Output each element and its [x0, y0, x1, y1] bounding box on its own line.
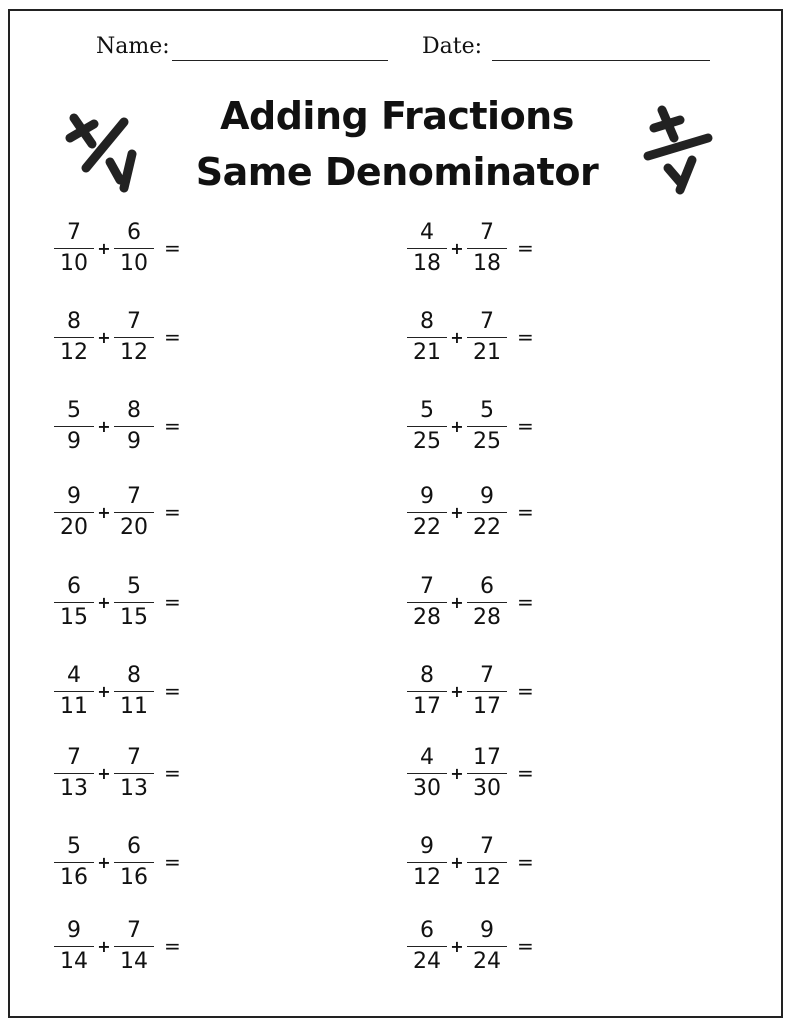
- numerator: 9: [420, 483, 434, 509]
- plus-sign: +: [97, 592, 111, 612]
- worksheet-title-line-1: Adding Fractions: [220, 94, 574, 138]
- fraction-bar: [467, 691, 507, 692]
- denominator: 12: [60, 339, 88, 365]
- denominator: 11: [60, 693, 88, 719]
- plus-sign: +: [97, 238, 111, 258]
- fraction-problem: [52, 660, 181, 722]
- fraction-a: [405, 918, 449, 975]
- numerator: 7: [67, 219, 81, 245]
- numerator: 7: [480, 219, 494, 245]
- fraction-bar: [114, 512, 154, 513]
- denominator: 21: [413, 339, 441, 365]
- numerator: 5: [67, 397, 81, 423]
- numerator: 6: [127, 219, 141, 245]
- denominator: 16: [60, 864, 88, 890]
- equals-sign: =: [164, 236, 181, 260]
- plus-sign: +: [450, 681, 464, 701]
- name-field[interactable]: [96, 32, 388, 61]
- fraction-b: [465, 745, 509, 802]
- numerator: 9: [480, 917, 494, 943]
- fraction-b: [112, 918, 156, 975]
- denominator: 24: [413, 948, 441, 974]
- denominator: 16: [120, 864, 148, 890]
- numerator: 5: [420, 397, 434, 423]
- fraction-bar: [407, 248, 447, 249]
- denominator: 18: [413, 250, 441, 276]
- plus-sign: +: [97, 852, 111, 872]
- fraction-a: [52, 663, 96, 720]
- plus-sign: +: [97, 681, 111, 701]
- plus-sign: +: [97, 763, 111, 783]
- fraction-problem: [52, 831, 181, 893]
- denominator: 25: [413, 428, 441, 454]
- equals-sign: =: [517, 761, 534, 785]
- fraction-b: [465, 663, 509, 720]
- fraction-bar: [407, 512, 447, 513]
- denominator: 30: [413, 775, 441, 801]
- numerator: 9: [480, 483, 494, 509]
- numerator: 9: [67, 483, 81, 509]
- fraction-bar: [54, 426, 94, 427]
- fraction-problem: [52, 217, 181, 279]
- denominator: 24: [473, 948, 501, 974]
- fraction-a: [405, 309, 449, 366]
- fraction-problem: [405, 742, 534, 804]
- denominator: 30: [473, 775, 501, 801]
- denominator: 9: [127, 428, 141, 454]
- equals-sign: =: [164, 414, 181, 438]
- fraction-bar: [467, 248, 507, 249]
- fraction-a: [52, 834, 96, 891]
- date-input-line[interactable]: [492, 32, 710, 61]
- fraction-problem: [405, 660, 534, 722]
- plus-sign: +: [97, 936, 111, 956]
- equals-sign: =: [164, 761, 181, 785]
- denominator: 15: [120, 604, 148, 630]
- fraction-bar: [114, 691, 154, 692]
- fraction-bar: [467, 337, 507, 338]
- fraction-a: [52, 918, 96, 975]
- numerator: 7: [480, 308, 494, 334]
- fraction-bar: [114, 426, 154, 427]
- fraction-bar: [54, 248, 94, 249]
- fraction-b: [465, 309, 509, 366]
- fraction-bar: [467, 426, 507, 427]
- numerator: 7: [127, 744, 141, 770]
- denominator: 10: [120, 250, 148, 276]
- numerator: 17: [473, 744, 501, 770]
- fraction-problem: [405, 831, 534, 893]
- fraction-b: [112, 309, 156, 366]
- fraction-bar: [407, 773, 447, 774]
- fraction-bar: [114, 248, 154, 249]
- fraction-bar: [114, 773, 154, 774]
- numerator: 7: [67, 744, 81, 770]
- denominator: 21: [473, 339, 501, 365]
- fraction-bar: [54, 337, 94, 338]
- fraction-bar: [54, 691, 94, 692]
- fraction-problem: [405, 395, 534, 457]
- equals-sign: =: [517, 934, 534, 958]
- fraction-bar: [467, 773, 507, 774]
- plus-sign: +: [450, 327, 464, 347]
- equals-sign: =: [517, 850, 534, 874]
- equals-sign: =: [164, 679, 181, 703]
- numerator: 5: [480, 397, 494, 423]
- fraction-bar: [54, 862, 94, 863]
- denominator: 12: [413, 864, 441, 890]
- fraction-bar: [54, 602, 94, 603]
- denominator: 17: [473, 693, 501, 719]
- plus-sign: +: [450, 502, 464, 522]
- x-over-y-icon: [62, 108, 152, 208]
- fraction-b: [112, 663, 156, 720]
- denominator: 14: [60, 948, 88, 974]
- denominator: 9: [67, 428, 81, 454]
- numerator: 7: [127, 483, 141, 509]
- plus-sign: +: [97, 327, 111, 347]
- equals-sign: =: [164, 325, 181, 349]
- fraction-a: [52, 309, 96, 366]
- denominator: 22: [473, 514, 501, 540]
- fraction-a: [405, 398, 449, 455]
- denominator: 11: [120, 693, 148, 719]
- denominator: 17: [413, 693, 441, 719]
- fraction-a: [405, 834, 449, 891]
- fraction-problem: [405, 306, 534, 368]
- fraction-b: [465, 484, 509, 541]
- fraction-bar: [54, 512, 94, 513]
- fraction-b: [112, 574, 156, 631]
- equals-sign: =: [517, 500, 534, 524]
- fraction-b: [465, 220, 509, 277]
- plus-sign: +: [97, 416, 111, 436]
- plus-sign: +: [450, 238, 464, 258]
- numerator: 4: [420, 744, 434, 770]
- fraction-b: [465, 398, 509, 455]
- equals-sign: =: [517, 590, 534, 614]
- plus-sign: +: [97, 502, 111, 522]
- fraction-bar: [467, 946, 507, 947]
- equals-sign: =: [164, 500, 181, 524]
- numerator: 5: [127, 573, 141, 599]
- equals-sign: =: [517, 414, 534, 438]
- fraction-bar: [407, 862, 447, 863]
- plus-sign: +: [450, 763, 464, 783]
- denominator: 28: [473, 604, 501, 630]
- fraction-a: [405, 574, 449, 631]
- numerator: 6: [127, 833, 141, 859]
- fraction-problem: [52, 306, 181, 368]
- fraction-bar: [467, 512, 507, 513]
- numerator: 8: [67, 308, 81, 334]
- equals-sign: =: [164, 850, 181, 874]
- equals-sign: =: [517, 325, 534, 349]
- numerator: 6: [480, 573, 494, 599]
- fraction-bar: [114, 946, 154, 947]
- fraction-bar: [54, 946, 94, 947]
- fraction-a: [52, 398, 96, 455]
- date-label: Date:: [422, 34, 483, 59]
- fraction-a: [405, 663, 449, 720]
- numerator: 8: [420, 308, 434, 334]
- denominator: 12: [473, 864, 501, 890]
- fraction-bar: [407, 691, 447, 692]
- denominator: 22: [413, 514, 441, 540]
- fraction-bar: [467, 862, 507, 863]
- fraction-b: [465, 574, 509, 631]
- fraction-bar: [407, 946, 447, 947]
- x-over-y-icon: [638, 102, 728, 202]
- equals-sign: =: [164, 934, 181, 958]
- fraction-problem: [52, 481, 181, 543]
- numerator: 7: [420, 573, 434, 599]
- fraction-a: [52, 574, 96, 631]
- numerator: 4: [420, 219, 434, 245]
- numerator: 6: [420, 917, 434, 943]
- fraction-b: [112, 398, 156, 455]
- fraction-problem: [52, 915, 181, 977]
- fraction-b: [112, 220, 156, 277]
- fraction-a: [52, 745, 96, 802]
- fraction-b: [465, 918, 509, 975]
- fraction-problem: [52, 395, 181, 457]
- plus-sign: +: [450, 416, 464, 436]
- equals-sign: =: [164, 590, 181, 614]
- fraction-problem: [405, 571, 534, 633]
- denominator: 28: [413, 604, 441, 630]
- denominator: 12: [120, 339, 148, 365]
- fraction-problem: [405, 481, 534, 543]
- fraction-problem: [405, 217, 534, 279]
- plus-sign: +: [450, 592, 464, 612]
- name-label: Name:: [96, 34, 170, 59]
- fraction-bar: [407, 602, 447, 603]
- fraction-bar: [407, 426, 447, 427]
- fraction-a: [52, 220, 96, 277]
- fraction-b: [112, 745, 156, 802]
- fraction-b: [112, 834, 156, 891]
- name-input-line[interactable]: [172, 32, 388, 61]
- numerator: 9: [67, 917, 81, 943]
- numerator: 7: [127, 917, 141, 943]
- fraction-problem: [52, 571, 181, 633]
- denominator: 13: [60, 775, 88, 801]
- numerator: 9: [420, 833, 434, 859]
- fraction-a: [405, 220, 449, 277]
- denominator: 13: [120, 775, 148, 801]
- fraction-bar: [54, 773, 94, 774]
- denominator: 20: [120, 514, 148, 540]
- fraction-bar: [467, 602, 507, 603]
- denominator: 10: [60, 250, 88, 276]
- worksheet-title-line-2: Same Denominator: [195, 150, 599, 194]
- equals-sign: =: [517, 236, 534, 260]
- denominator: 15: [60, 604, 88, 630]
- numerator: 8: [127, 662, 141, 688]
- denominator: 20: [60, 514, 88, 540]
- date-field[interactable]: [422, 32, 710, 61]
- fraction-bar: [114, 602, 154, 603]
- fraction-a: [405, 745, 449, 802]
- numerator: 5: [67, 833, 81, 859]
- fraction-bar: [407, 337, 447, 338]
- denominator: 25: [473, 428, 501, 454]
- numerator: 7: [480, 662, 494, 688]
- numerator: 7: [480, 833, 494, 859]
- fraction-b: [112, 484, 156, 541]
- equals-sign: =: [517, 679, 534, 703]
- fraction-problem: [405, 915, 534, 977]
- fraction-a: [52, 484, 96, 541]
- denominator: 14: [120, 948, 148, 974]
- fraction-bar: [114, 862, 154, 863]
- fraction-a: [405, 484, 449, 541]
- fraction-bar: [114, 337, 154, 338]
- fraction-b: [465, 834, 509, 891]
- numerator: 8: [127, 397, 141, 423]
- fraction-problem: [52, 742, 181, 804]
- plus-sign: +: [450, 852, 464, 872]
- denominator: 18: [473, 250, 501, 276]
- numerator: 8: [420, 662, 434, 688]
- numerator: 6: [67, 573, 81, 599]
- numerator: 4: [67, 662, 81, 688]
- numerator: 7: [127, 308, 141, 334]
- plus-sign: +: [450, 936, 464, 956]
